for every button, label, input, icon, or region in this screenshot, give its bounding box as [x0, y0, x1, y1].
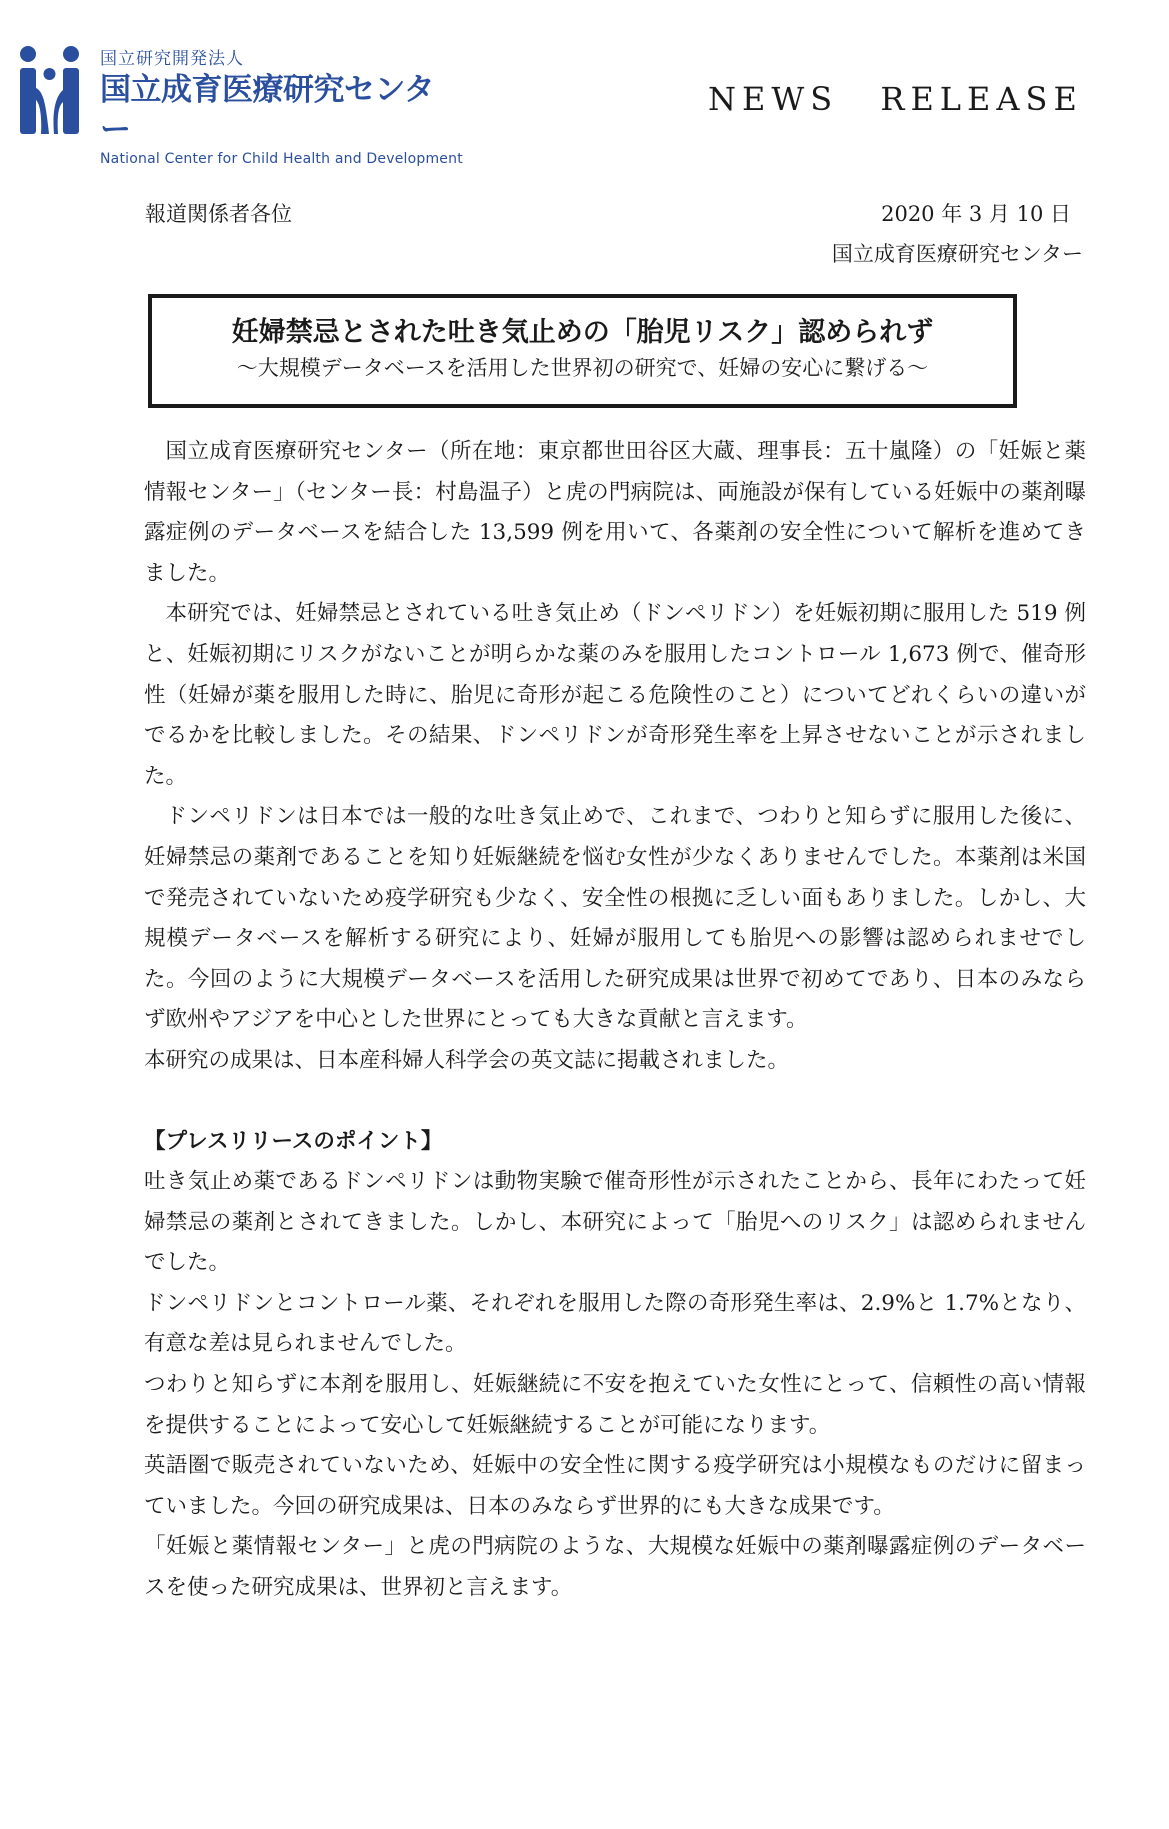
logo-line-english-name: National Center for Child Health and Development	[100, 151, 463, 167]
body-paragraph: ドンペリドンは日本では一般的な吐き気止めで、これまで、つわりと知らずに服用した後に、妊婦禁忌の薬剤であることを知り妊娠継続を悩む女性が少なくありませんでした。本薬剤は米国で発売されていないため疫学研究も少なく、安全性の根拠に乏しい面もありました。しかし、大規模データベースを解析する研究により、妊婦が服用しても胎児への影響は認められませでした。今回のように大規模データベースを活用した研究成果は世界で初めてであり、日本のみならず欧州やアジアを中心とした世界にとっても大きな貢献と言えます。	[144, 804, 1086, 1033]
news-release-label: NEWS RELEASE	[708, 80, 1083, 118]
release-date: 2020 年 3 月 10 日	[881, 202, 1071, 226]
points-heading: 【プレスリリースのポイント】	[144, 1128, 443, 1154]
body-paragraph: 本研究の成果は、日本産科婦人科学会の英文誌に掲載されました。	[144, 1047, 790, 1073]
point-item: 英語圏で販売されていないため、妊娠中の安全性に関する疫学研究は小規模なものだけに留まっていました。今回の研究成果は、日本のみならず世界的にも大きな成果です。	[144, 1453, 1086, 1519]
point-item: つわりと知らずに本剤を服用し、妊娠継続に不安を抱えていた女性にとって、信頼性の高い情報を提供することによって安心して妊娠継続することが可能になります。	[144, 1372, 1086, 1438]
body-paragraph: 国立成育医療研究センター（所在地：東京都世田谷区大蔵、理事長：五十嵐隆）の「妊娠と薬情報センター」（センター長：村島温子）と虎の門病院は、両施設が保有している妊娠中の薬剤曝露症例のデータベースを結合した 13,599 例を用いて、各薬剤の安全性について解析を進めてきました。	[144, 439, 1086, 586]
logo-text	[100, 48, 464, 168]
subtitle: ～大規模データベースを活用した世界初の研究で、妊婦の安心に繋げる～	[236, 356, 929, 380]
title-box	[148, 294, 1017, 408]
logo-line-organization-name: 国立成育医療研究センター	[100, 72, 435, 148]
ncchd-logo-icon	[14, 44, 86, 136]
organization-logo	[14, 44, 464, 167]
point-item: ドンペリドンとコントロール薬、それぞれを服用した際の奇形発生率は、2.9%と 1.7%となり、有意な差は見られませんでした。	[144, 1290, 1086, 1357]
recipient-line: 報道関係者各位	[145, 202, 292, 226]
issuer-name: 国立成育医療研究センター	[831, 242, 1083, 266]
main-title: 妊婦禁忌とされた吐き気止めの「胎児リスク」認められず	[231, 317, 934, 348]
point-item: 「妊娠と薬情報センター」と虎の門病院のような、大規模な妊娠中の薬剤曝露症例のデータベースを使った研究成果は、世界初と言えます。	[144, 1534, 1086, 1601]
body-paragraph: 本研究では、妊婦禁忌とされている吐き気止め（ドンペリドン）を妊娠初期に服用した 519 例と、妊娠初期にリスクがないことが明らかな薬のみを服用したコントロール 1,673 例で、催奇形性（妊婦が薬を服用した時に、胎児に奇形が起こる危険性のこと）についてどれくらいの違いがでるかを比較しました。その結果、ドンペリドンが奇形発生率を上昇させないことが示されました。	[144, 601, 1086, 789]
logo-line-legal-status: 国立研究開発法人	[100, 49, 244, 69]
point-item: 吐き気止め薬であるドンペリドンは動物実験で催奇形性が示されたことから、長年にわたって妊婦禁忌の薬剤とされてきました。しかし、本研究によって「胎児へのリスク」は認められませんでした。	[144, 1169, 1086, 1276]
document-body	[144, 432, 1086, 1609]
